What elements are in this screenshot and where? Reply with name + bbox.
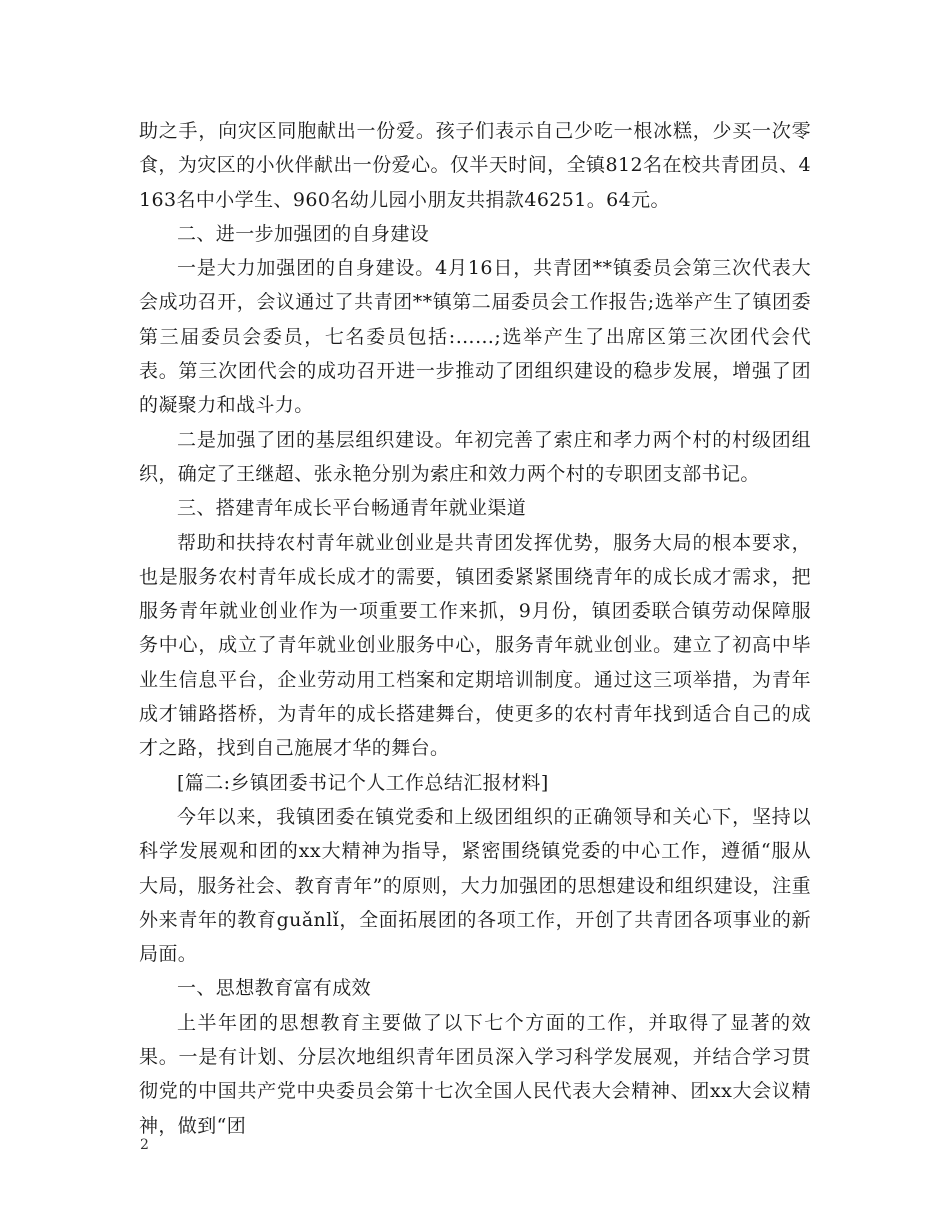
article-title-part-two: [篇二:乡镇团委书记个人工作总结汇报材料]: [177, 771, 549, 794]
page-number: 2: [140, 1137, 149, 1153]
paragraph-intro: 今年以来，我镇团委在镇党委和上级团组织的正确领导和关心下，坚持以科学发展观和团的xx大精神为指导，紧密围绕镇党委的中心工作，遵循“服从大局，服务社会、教育青年”的原则，大力加强团的思想建设和组织建设，注重外来青年的教育guǎnlǐ，全面拓展团的各项工作，开创了共青团各项事业的新局面。: [139, 805, 811, 966]
section-heading-3: 三、搭建青年成长平台畅通青年就业渠道: [177, 497, 527, 520]
document-page: [139, 114, 811, 1143]
paragraph-continuation: 助之手，向灾区同胞献出一份爱。孩子们表示自己少吃一根冰糕，少买一次零食，为灾区的小伙伴献出一份爱心。仅半天时间，全镇812名在校共青团员、4163名中小学生、960名幼儿园小朋友共捐款46251。64元。: [139, 120, 811, 211]
paragraph-grassroots: 二是加强了团的基层组织建设。年初完善了索庄和孝力两个村的村级团组织，确定了王继超、张永艳分别为索庄和效力两个村的专职团支部书记。: [139, 428, 811, 485]
section-heading-1: 一、思想教育富有成效: [177, 977, 372, 1000]
paragraph-self-building: 一是大力加强团的自身建设。4月16日，共青团**镇委员会第三次代表大会成功召开，会议通过了共青团**镇第二届委员会工作报告;选举产生了镇团委第三届委员会委员，七名委员包括:……;选举产生了出席区第三次团代会代表。第三次团代会的成功召开进一步推动了团组织建设的稳步发展，增强了团的凝聚力和战斗力。: [139, 257, 811, 417]
paragraph-employment: 帮助和扶持农村青年就业创业是共青团发挥优势，服务大局的根本要求，也是服务农村青年成长成才的需要，镇团委紧紧围绕青年的成长成才需求，把服务青年就业创业作为一项重要工作来抓，9月份，镇团委联合镇劳动保障服务中心，成立了青年就业创业服务中心，服务青年就业创业。建立了初高中毕业生信息平台，企业劳动用工档案和定期培训制度。通过这三项举措，为青年成才铺路搭桥，为青年的成长搭建舞台，使更多的农村青年找到适合自己的成才之路，找到自己施展才华的舞台。: [139, 531, 811, 760]
paragraph-ideology: 上半年团的思想教育主要做了以下七个方面的工作，并取得了显著的效果。一是有计划、分层次地组织青年团员深入学习科学发展观，并结合学习贯彻党的中国共产党中央委员会第十七次全国人民代表大会精神、团xx大会议精神，做到“团: [139, 1011, 811, 1137]
section-heading-2: 二、进一步加强团的自身建设: [177, 222, 430, 245]
